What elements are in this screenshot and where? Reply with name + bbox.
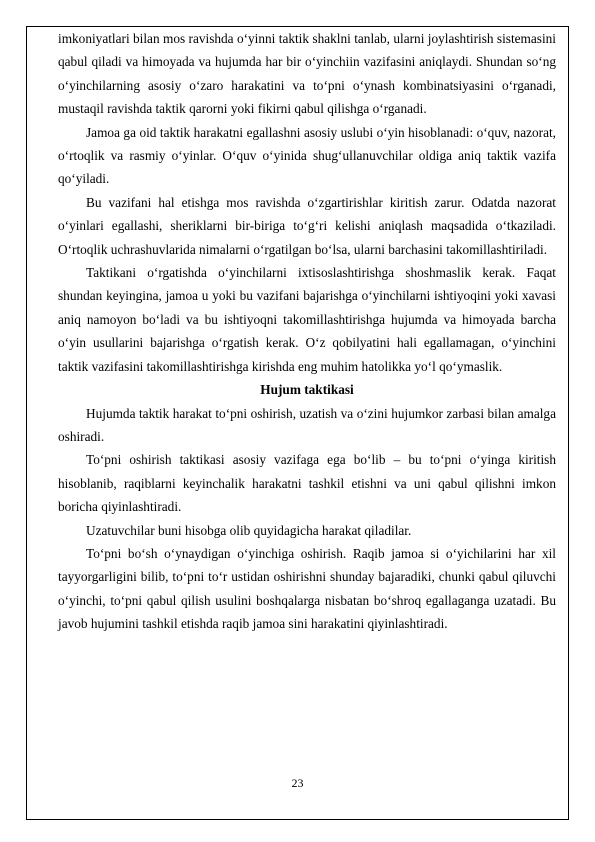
paragraph: Bu vazifani hal etishga mos ravishda o‘zgartirishlar kiritish zarur. Odatda nazorat o‘yinlari egallashi, sheriklarni bir-biriga to‘g‘ri kelishi aniqlash maqsadida o‘tkaziladi. O‘rtoqlik uchrashuvlarida nimalarni o‘rgatilgan bo‘lsa, ularni barchasini takomillashtiriladi. <box>58 194 556 257</box>
paragraph: Jamoa ga oid taktik harakatni egallashni asosiy uslubi o‘yin hisoblanadi: o‘quv, nazorat, o‘rtoqlik va rasmiy o‘yinlar. O‘quv o‘yinida shug‘ullanuvchilar oldiga aniq taktik vazifa qo‘yiladi. <box>58 124 556 187</box>
document-body <box>58 27 556 636</box>
section-heading: Hujum taktikasi <box>260 382 354 398</box>
paragraph: imkoniyatlari bilan mos ravishda o‘yinni taktik shaklni tanlab, ularni joylashtirish sistemasini qabul qiladi va himoyada va hujumda har bir o‘yinchiin vazifasini aniqlaydi. Shundan so‘ng o‘yinchilarning asosiy o‘zaro harakatini va to‘pni o‘ynash kombinatsiyasini o‘rganadi, mustaqil ravishda taktik qarorni yoki fikirni qabul qilishga o‘rganadi. <box>58 31 556 117</box>
paragraph: To‘pni oshirish taktikasi asosiy vazifaga ega bo‘lib – bu to‘pni o‘yinga kiritish hisoblanib, raqiblarni keyinchalik harakatni tashkil etishni va uni qabul qilishni imkon boricha qiyinlashtiradi. <box>58 452 556 515</box>
paragraph: To‘pni bo‘sh o‘ynaydigan o‘yinchiga oshirish. Raqib jamoa si o‘yichilarini har xil tayyorgarligini bilib, to‘pni to‘r ustidan oshirishni shunday bajaradiki, chunki qabul qiluvchi o‘yinchi, to‘pni qabul qilish usulini boshqalarga nisbatan bo‘shroq egallaganga uzatadi. Bu javob hujumini tashkil etishda raqib jamoa sini harakatini qiyinlashtiradi. <box>58 545 556 632</box>
paragraph: Hujumda taktik harakat to‘pni oshirish, uzatish va o‘zini hujumkor zarbasi bilan amalga oshiradi. <box>58 405 556 444</box>
paragraph: Uzatuvchilar buni hisobga olib quyidagicha harakat qiladilar. <box>86 522 412 538</box>
page-number: 23 <box>291 776 304 790</box>
paragraph: Taktikani o‘rgatishda o‘yinchilarni ixtisoslashtirishga shoshmaslik kerak. Faqat shundan keyingina, jamoa u yoki bu vazifani bajarishga o‘yinchilarni ishtiyoqini yoki xavasi aniq namoyon bo‘ladi va bu ishtiyoqni takomillashtirishga hujumda va himoyada barcha o‘yin usullarini bajarishga o‘rgatish kerak. O‘z qobilyatini hali egallamagan, o‘yinchini taktik vazifasini takomillashtirishga kirishda eng muhim hatolikka yo‘l qo‘ymaslik. <box>58 265 556 374</box>
